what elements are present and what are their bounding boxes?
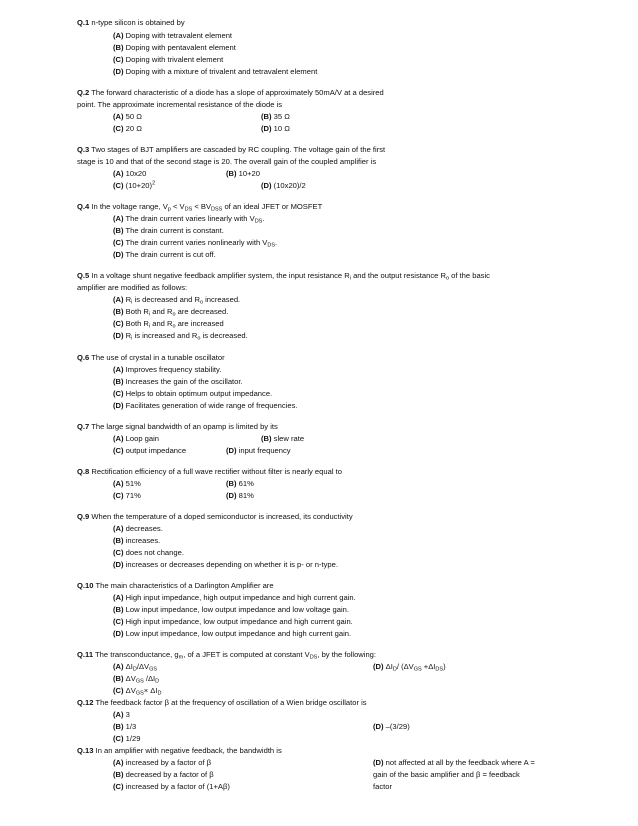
- q7-question: Q.7 The large signal bandwidth of an opamp is limited by its: [77, 422, 278, 431]
- q2-option-b: (B) 35 Ω: [261, 112, 290, 121]
- q13-option-a: (A) increased by a factor of β: [113, 758, 212, 767]
- q2-option-c: (C) 20 Ω: [113, 124, 142, 133]
- q11-option-d: (D) $\Delta I_D/$ $(\Delta V_{GS} +\Delta I_{DS})$: [373, 662, 446, 673]
- q6-option-a: (A) Improves frequency stability.: [113, 365, 222, 374]
- q13-option-d-cont2: factor: [373, 782, 392, 791]
- q2-question: Q.2 The forward characteristic of a diode has a slope of approximately 50mA/V at a desired: [77, 88, 384, 97]
- q4-option-b: (B) The drain current is constant.: [113, 226, 224, 235]
- q13-option-d: (D) not affected at all by the feedback where A =: [373, 758, 535, 767]
- q5-option-c: (C) Both $R_i$ and $R_o$ are increased: [113, 319, 224, 330]
- q2-option-a: (A) 50 Ω: [113, 112, 142, 121]
- q6-option-d: (D) Facilitates generation of wide range of frequencies.: [113, 401, 298, 410]
- q3-question: Q.3 Two stages of BJT amplifiers are cascaded by RC coupling. The voltage gain of the first: [77, 145, 386, 154]
- q1-option-a: (A) Doping with tetravalent element: [113, 31, 233, 40]
- q11-question: Q.11 The transconductance, $g_m$, of a JFET is computed at constant $V_{DS}$, by the following:: [77, 650, 377, 661]
- q5-question-cont: amplifier are modified as follows:: [77, 283, 188, 292]
- q4-option-d: (D) The drain current is cut off.: [113, 250, 216, 259]
- q3-option-d: (D) (10x20)/2: [261, 181, 306, 190]
- q2-option-d: (D) 10 Ω: [261, 124, 290, 133]
- q11-option-b: (B) $\Delta V_{GS}$ $/\Delta I_D$: [113, 674, 160, 685]
- q7-option-d: (D) input frequency: [226, 446, 291, 455]
- q11-option-a: (A) $\Delta I_D/\Delta V_{GS}$: [113, 662, 158, 673]
- q6-option-c: (C) Helps to obtain optimum output impedance.: [113, 389, 273, 398]
- q3-option-c: (C) $(10+20)^2$: [113, 180, 156, 190]
- q13-option-d-cont: gain of the basic amplifier and β = feedback: [373, 770, 520, 779]
- q8-option-c: (C) 71%: [113, 491, 141, 500]
- q9-option-d: (D) increases or decreases depending on whether it is p- or n-type.: [113, 560, 338, 569]
- q5-option-a: (A) $R_i$ is decreased and $R_o$ increased.: [113, 295, 241, 306]
- q4-option-a: (A) The drain current varies linearly with $V_{DS}$.: [113, 214, 265, 225]
- q8-question: Q.8 Rectification efficiency of a full wave rectifier without filter is nearly equal to: [77, 467, 342, 476]
- q5-option-d: (D) $R_i$ is increased and $R_o$ is decreased.: [113, 331, 248, 342]
- q6-question: Q.6 The use of crystal in a tunable oscillator: [77, 353, 225, 362]
- q12-option-b: (B) 1/3: [113, 722, 137, 731]
- q4-option-c: (C) The drain current varies nonlinearly with $V_{DS}$.: [113, 238, 278, 249]
- q5-option-b: (B) Both $R_i$ and $R_o$ are decreased.: [113, 307, 229, 318]
- q5-question: Q.5 In a voltage shunt negative feedback amplifier system, the input resistance $R_i$ and the output resistance $R_o$ of the basic: [77, 271, 490, 282]
- q13-question: Q.13 In an amplifier with negative feedback, the bandwidth is: [77, 746, 282, 755]
- q3-option-b: (B) 10+20: [226, 169, 260, 178]
- q1-option-d: (D) Doping with a mixture of trivalent and tetravalent element: [113, 67, 318, 76]
- q10-option-a: (A) High input impedance, high output impedance and high current gain.: [113, 593, 356, 602]
- q13-option-c: (C) increased by a factor of (1+Aβ): [113, 782, 230, 791]
- q3-option-a: (A) 10x20: [113, 169, 147, 178]
- q7-option-b: (B) slew rate: [261, 434, 305, 443]
- q9-option-a: (A) decreases.: [113, 524, 163, 533]
- q10-option-c: (C) High input impedance, low output impedance and high current gain.: [113, 617, 353, 626]
- q7-option-a: (A) Loop gain: [113, 434, 160, 443]
- q11-option-c: (C) $\Delta V_{GS}\times \Delta I_D$: [113, 686, 162, 697]
- q6-option-b: (B) Increases the gain of the oscillator.: [113, 377, 243, 386]
- q8-option-d: (D) 81%: [226, 491, 254, 500]
- q8-option-b: (B) 61%: [226, 479, 254, 488]
- q12-option-c: (C) 1/29: [113, 734, 141, 743]
- q10-option-b: (B) Low input impedance, low output impedance and low voltage gain.: [113, 605, 349, 614]
- q1-option-b: (B) Doping with pentavalent element: [113, 43, 236, 52]
- q7-option-c: (C) output impedance: [113, 446, 187, 455]
- q9-option-c: (C) does not change.: [113, 548, 184, 557]
- q12-option-d: (D) –(3/29): [373, 722, 410, 731]
- q9-question: Q.9 When the temperature of a doped semiconductor is increased, its conductivity: [77, 512, 353, 521]
- q9-option-b: (B) increases.: [113, 536, 161, 545]
- q3-question-cont: stage is 10 and that of the second stage is 20. The overall gain of the coupled amplifier is: [77, 157, 377, 166]
- q13-option-b: (B) decreased by a factor of β: [113, 770, 214, 779]
- q8-option-a: (A) 51%: [113, 479, 141, 488]
- q1-question: Q.1 n-type silicon is obtained by: [77, 18, 185, 27]
- q1-option-c: (C) Doping with trivalent element: [113, 55, 224, 64]
- q2-question-cont: point. The approximate incremental resistance of the diode is: [77, 100, 283, 109]
- q12-question: Q.12 The feedback factor β at the frequency of oscillation of a Wien bridge oscillator is: [77, 698, 367, 707]
- q10-option-d: (D) Low input impedance, low output impedance and high current gain.: [113, 629, 352, 638]
- q12-option-a: (A) 3: [113, 710, 130, 719]
- q10-question: Q.10 The main characteristics of a Darlington Amplifier are: [77, 581, 274, 590]
- q4-question: Q.4 In the voltage range, $V_p < V_{DS} < BV_{DSS}$ of an ideal JFET or MOSFET: [77, 202, 323, 213]
